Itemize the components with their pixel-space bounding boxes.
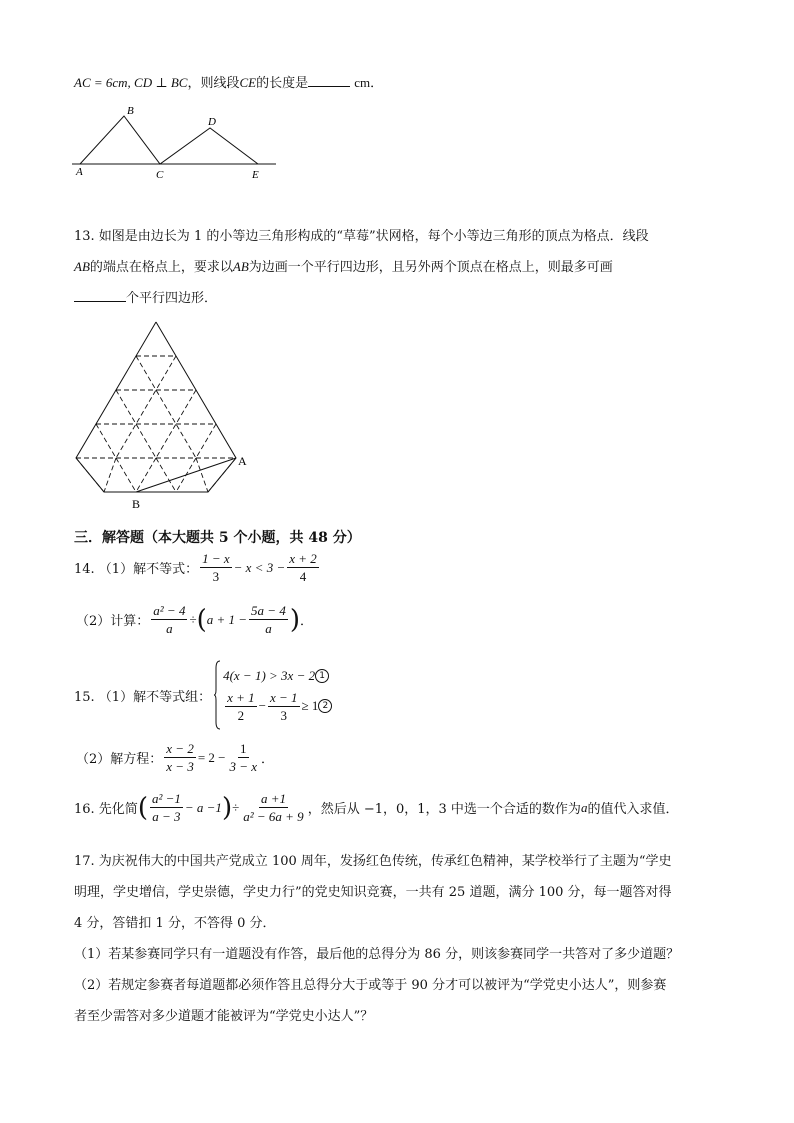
q16: 16. 先化简 ( $\frac{\text{a² −1}}{a - 3}$ − a −1 ) ÷ $\frac{a +1}{\text{a² − 6a + 9}}$ ，然后从 −1，0，1，3 中选一个合适的数作为 a 的值代入求值．	[74, 791, 679, 824]
label-B: B	[132, 497, 141, 511]
fraction: $\frac{1 - x}{3}$	[202, 551, 230, 584]
q17-part2-line2: 者至少需答对多少道题才能被评为“学党史小达人”？	[74, 1009, 374, 1024]
system	[223, 668, 332, 723]
q17-part1: （1）若某参赛同学只有一道题没有作答，最后他的总得分为 86 分，则该参赛同学一共答对了多少道题？	[74, 947, 680, 962]
fraction: $\frac{\text{a² − 4}}{a}$	[153, 603, 186, 636]
fraction: $\frac{x + 2}{4}$	[289, 551, 317, 584]
q13-line2: AB的端点在格点上，要求以AB为边画一个平行四边形，且另外两个顶点在格点上，则最多可画	[74, 259, 613, 275]
fraction: $\frac{\text{a² −1}}{a - 3}$	[151, 791, 181, 824]
label-A: A	[238, 454, 247, 468]
section-title: 三．解答题（本大题共 5 个小题，共 48 分）	[74, 530, 361, 546]
q12-expr: AC = 6cm, CD ⊥ BC	[74, 75, 188, 90]
ineq-1: 4(x − 1) > 3x − 2 1	[223, 668, 332, 684]
q14-part2: （2）计算： $\frac{\text{a² − 4}}{a}$ ÷ ( a + 1 − $\frac{5a - 4}{a}$ ) ．	[76, 603, 313, 636]
fraction: $\frac{x - 2}{x - 3}$	[166, 741, 194, 774]
q15-part2: （2）解方程： $\frac{x - 2}{x - 3}$ = 2 − $\frac{1}{3 - x}$ ．	[76, 741, 275, 774]
fraction: $\frac{x - 1}{3}$	[269, 689, 298, 723]
q14-part1: 14. （1）解不等式： $\frac{1 - x}{3}$ − x < 3 − $\frac{x + 2}{4}$	[74, 551, 317, 584]
system-brace	[213, 660, 221, 730]
q15-part1: 15. （1）解不等式组： 4(x − 1) > 3x − 2 1 $\frac{x + 1}{2}$ − $\frac{x - 1}{3}$ ≥ 1 2	[74, 660, 332, 730]
label-B: B	[127, 105, 134, 117]
fraction: $\frac{a +1}{\text{a² − 6a + 9}}$	[243, 791, 304, 824]
fraction: $\frac{x + 1}{2}$	[227, 689, 255, 723]
q17-line3: 4 分，答错扣 1 分，不答得 0 分．	[74, 916, 276, 931]
grid-dashed-lines	[76, 356, 236, 492]
fraction: $\frac{1}{3 - x}$	[229, 741, 258, 774]
answer-blank[interactable]	[308, 74, 350, 87]
fraction: $\frac{5a - 4}{a}$	[251, 603, 286, 636]
label-C: C	[156, 169, 164, 181]
q17-line2: 明理，学史增信，学史崇德，学史力行”的党史知识竞赛，一共有 25 道题，满分 100 分，每一题答对得	[74, 885, 672, 900]
q17-line1: 17. 为庆祝伟大的中国共产党成立 100 周年，发扬红色传统，传承红色精神，某学校举行了主题为“学史	[74, 854, 672, 869]
segment-AB	[136, 458, 236, 492]
q12-triangle-figure	[70, 100, 280, 182]
triangle-edges	[80, 116, 258, 164]
q17-part2-line1: （2）若规定参赛者每道题都必须作答且总得分大于或等于 90 分才可以被评为“学党史小达人”，则参赛	[74, 978, 667, 993]
q12-statement: AC = 6cm, CD ⊥ BC，则线段CE的长度是 cm．	[74, 75, 384, 91]
label-A: A	[76, 166, 83, 178]
ineq-2: $\frac{x + 1}{2}$ − $\frac{x - 1}{3}$ ≥ 1 2	[223, 690, 332, 723]
answer-blank[interactable]	[74, 289, 126, 302]
label-D: D	[208, 116, 216, 128]
q13-line3: 个平行四边形．	[74, 287, 217, 306]
q13-line1: 13. 如图是由边长为 1 的小等边三角形构成的“草莓”状网格，每个小等边三角形的顶点为格点．线段	[74, 229, 649, 244]
strawberry-grid-figure	[70, 316, 260, 514]
label-E: E	[252, 169, 259, 181]
